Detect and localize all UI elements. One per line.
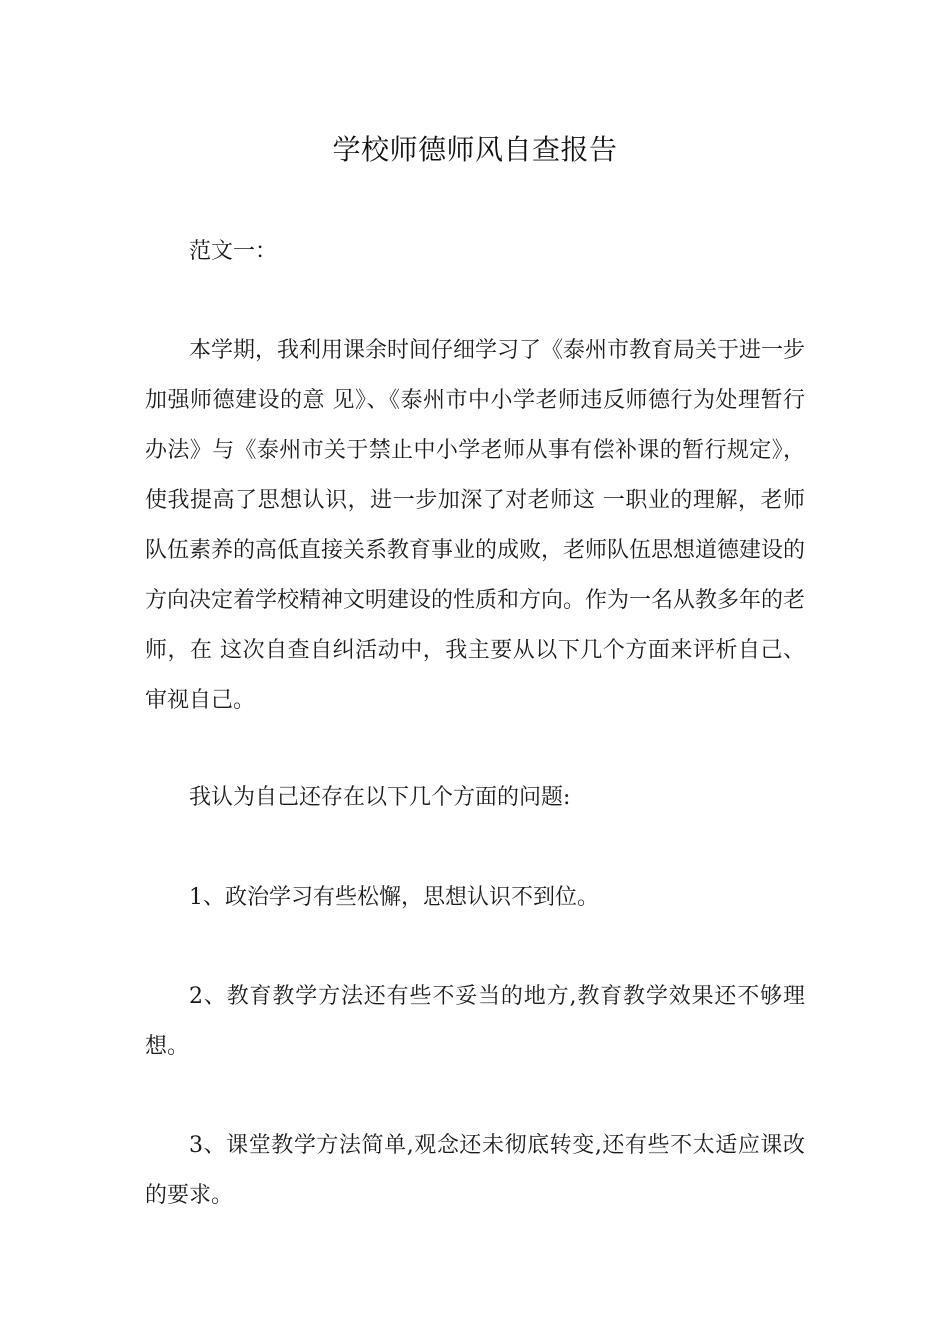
list-item: 1、政治学习有些松懈，思想认识不到位。 <box>189 885 599 910</box>
document-title: 学校师德师风自查报告 <box>332 133 618 166</box>
document-page <box>145 0 805 1344</box>
section-label: 范文一： <box>189 239 278 264</box>
list-item: 2、教育教学方法还有些不妥当的地方,教育教学效果还不够理想。 <box>145 984 805 1059</box>
body-paragraph: 本学期，我利用课余时间仔细学习了《泰州市教育局关于进一步加强师德建设的意 见》、《泰州市中小学老师违反师德行为处理暂行办法》与《泰州市关于禁止中小学老师从事有偿补课的暂行规定》，使我提高了思想认识，进一步加深了对老师这 一职业的理解，老师队伍素养的高低直接关系教育事业的成败，老师队伍思想道德建设的方向决定着学校精神文明建设的性质和方向。作为一名从教多年的老师，在 这次自查自纠活动中，我主要从以下几个方面来评析自己、审视自己。 <box>145 338 806 713</box>
list-item: 3、课堂教学方法简单,观念还未彻底转变,还有些不太适应课改的要求。 <box>145 1133 805 1208</box>
intro-paragraph: 我认为自己还存在以下几个方面的问题: <box>189 785 571 810</box>
